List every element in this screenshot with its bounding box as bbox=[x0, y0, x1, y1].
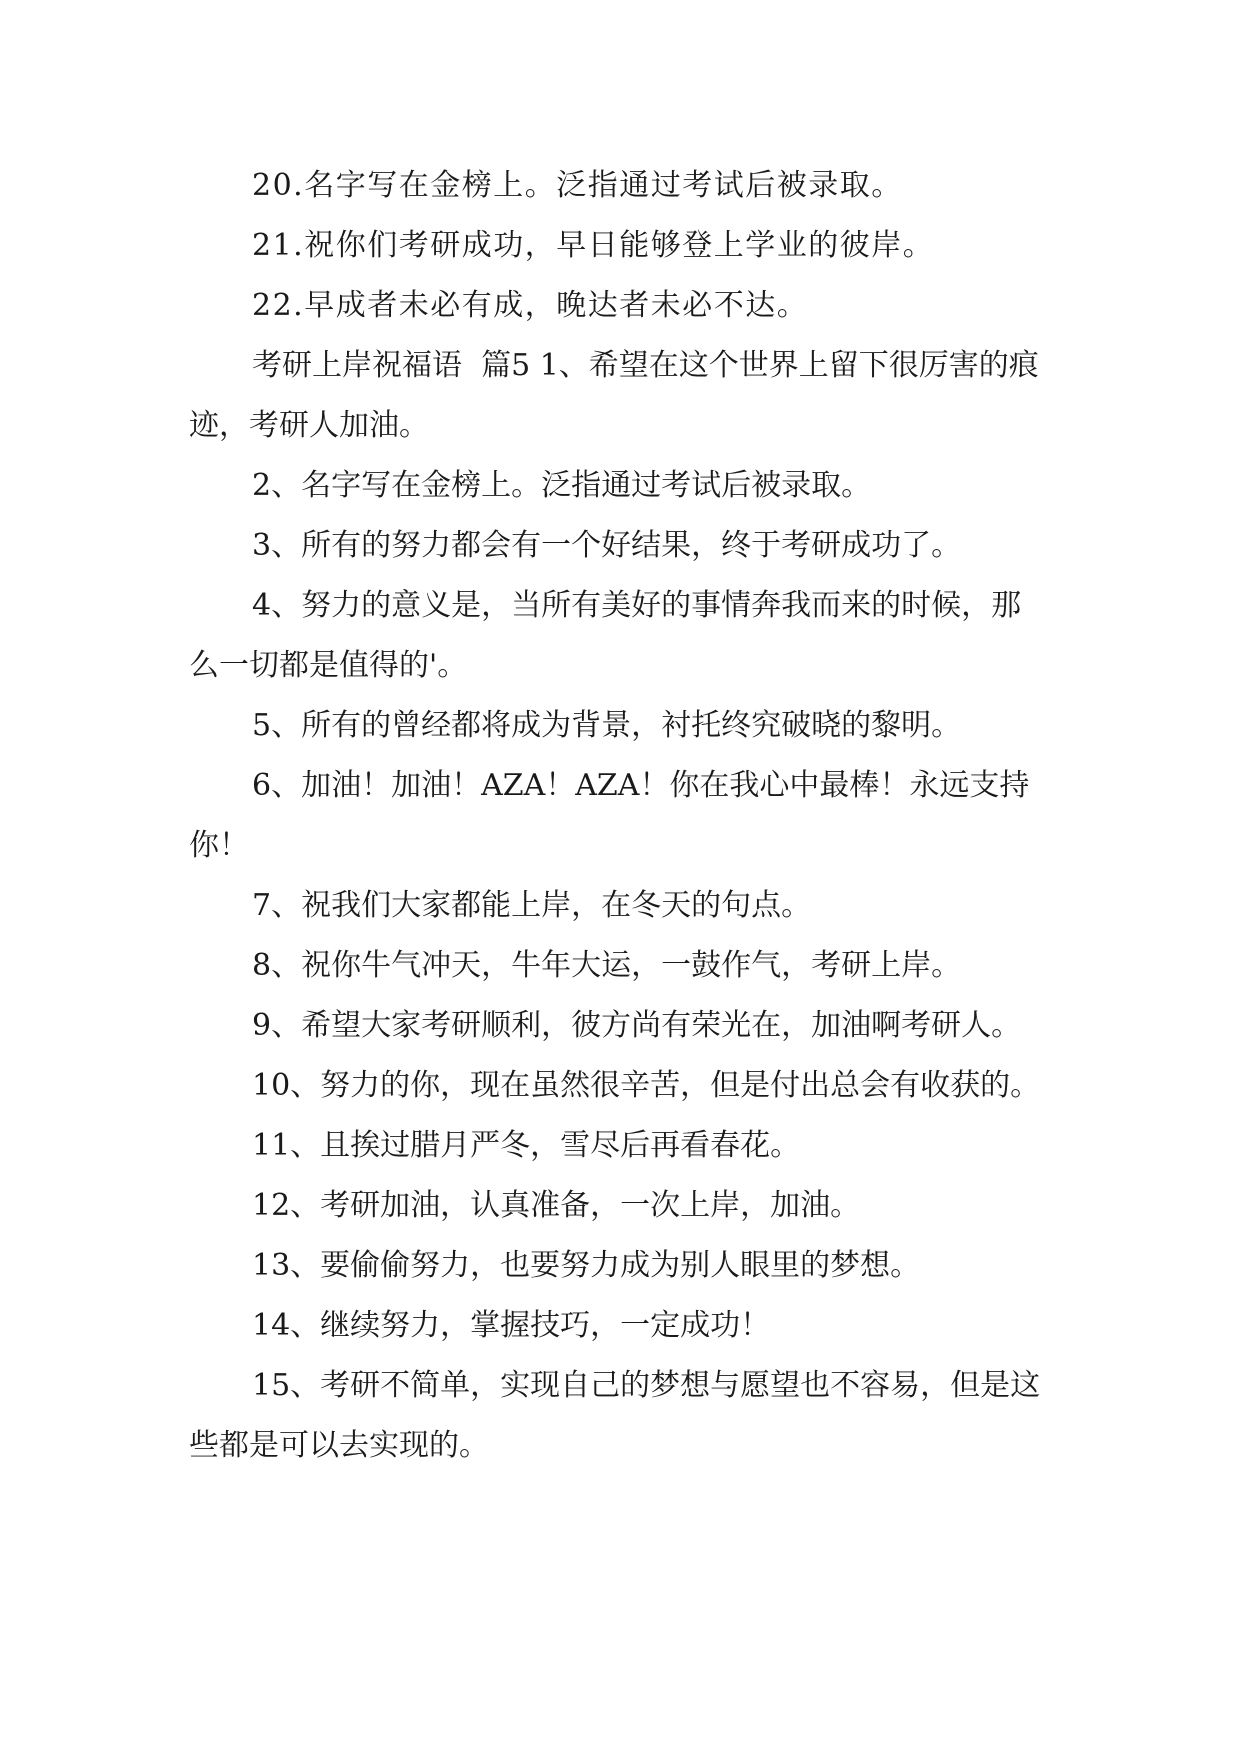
paragraph-item-15: 15、考研不简单，实现自己的梦想与愿望也不容易，但是这些都是可以去实现的。 bbox=[189, 1368, 1041, 1463]
paragraph-item-20: 20.名字写在金榜上。泛指通过考试后被录取。 bbox=[252, 168, 903, 203]
paragraph-item-4: 4、努力的意义是，当所有美好的事情奔我而来的时候，那么一切都是值得的'。 bbox=[189, 588, 1022, 683]
section-paragraph bbox=[189, 336, 1049, 456]
paragraph-item-2: 2、名字写在金榜上。泛指通过考试后被录取。 bbox=[252, 468, 872, 503]
paragraph-item-10: 10、努力的你，现在虽然很辛苦，但是付出总会有收获的。 bbox=[252, 1068, 1041, 1103]
paragraph-item-21: 21.祝你们考研成功，早日能够登上学业的彼岸。 bbox=[252, 228, 935, 263]
paragraph-item-5: 5、所有的曾经都将成为背景，衬托终究破晓的黎明。 bbox=[252, 708, 962, 743]
paragraph-item-8: 8、祝你牛气冲天，牛年大运，一鼓作气，考研上岸。 bbox=[252, 948, 962, 983]
paragraph-item-14: 14、继续努力，掌握技巧，一定成功！ bbox=[252, 1308, 771, 1343]
paragraph-item-7: 7、祝我们大家都能上岸，在冬天的句点。 bbox=[252, 888, 812, 923]
paragraph-item-9: 9、希望大家考研顺利，彼方尚有荣光在，加油啊考研人。 bbox=[252, 1008, 1022, 1043]
paragraph-item-6: 6、加油！加油！AZA！AZA！你在我心中最棒！永远支持你！ bbox=[189, 768, 1030, 863]
section-heading: 考研上岸祝福语 篇5 bbox=[252, 348, 531, 383]
paragraph-item-11: 11、且挨过腊月严冬，雪尽后再看春花。 bbox=[252, 1128, 801, 1163]
paragraph-item-12: 12、考研加油，认真准备，一次上岸，加油。 bbox=[252, 1188, 861, 1223]
paragraph-item-13: 13、要偷偷努力，也要努力成为别人眼里的梦想。 bbox=[252, 1248, 921, 1283]
section-item-1: 1、希望在这个世界上留下很厉害的痕迹，考研人加油。 bbox=[189, 348, 1039, 443]
document-body bbox=[189, 156, 1049, 1476]
paragraph-item-3: 3、所有的努力都会有一个好结果，终于考研成功了。 bbox=[252, 528, 962, 563]
paragraph-item-22: 22.早成者未必有成，晚达者未必不达。 bbox=[252, 288, 809, 323]
